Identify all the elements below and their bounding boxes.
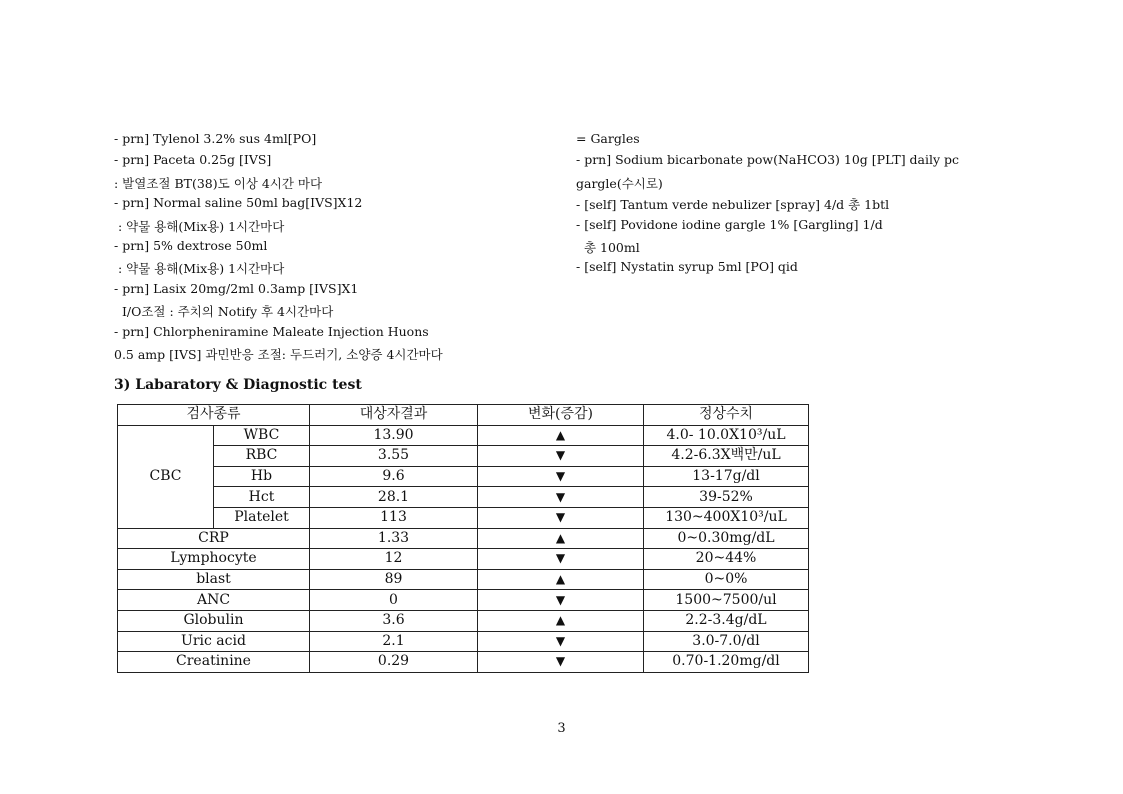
normal-range: 130~400X10³/uL bbox=[644, 507, 809, 528]
test-name: RBC bbox=[214, 446, 310, 467]
change-arrow-icon: ▲ bbox=[478, 528, 644, 549]
header-change: 변화(증감) bbox=[478, 405, 644, 426]
medication-line: : 약물 용해(Mix용) 1시간마다 bbox=[114, 218, 285, 234]
test-result: 3.6 bbox=[310, 610, 478, 631]
test-result: 0.29 bbox=[310, 652, 478, 673]
section-title: 3) Labaratory & Diagnostic test bbox=[114, 377, 362, 393]
cbc-group-label: CBC bbox=[118, 425, 214, 528]
medication-line: I/O조절 : 주치의 Notify 후 4시간마다 bbox=[114, 304, 334, 320]
test-name: Lymphocyte bbox=[118, 549, 310, 570]
table-row bbox=[118, 487, 809, 508]
gargle-line: - [self] Povidone iodine gargle 1% [Gargling] 1/d bbox=[576, 216, 883, 232]
header-normal-range: 정상수치 bbox=[644, 405, 809, 426]
test-name: blast bbox=[118, 569, 310, 590]
test-result: 0 bbox=[310, 590, 478, 611]
test-name: Creatinine bbox=[118, 652, 310, 673]
lab-results-table bbox=[117, 404, 809, 673]
medication-line: - prn] Paceta 0.25g [IVS] bbox=[114, 152, 272, 168]
medication-line: - prn] Lasix 20mg/2ml 0.3amp [IVS]X1 bbox=[114, 280, 359, 296]
change-arrow-icon: ▲ bbox=[478, 569, 644, 590]
table-row bbox=[118, 590, 809, 611]
normal-range: 0.70-1.20mg/dl bbox=[644, 652, 809, 673]
table-row bbox=[118, 425, 809, 446]
normal-range: 20~44% bbox=[644, 549, 809, 570]
change-arrow-icon: ▼ bbox=[478, 652, 644, 673]
test-name: CRP bbox=[118, 528, 310, 549]
header-patient-result: 대상자결과 bbox=[310, 405, 478, 426]
table-row bbox=[118, 549, 809, 570]
normal-range: 39-52% bbox=[644, 487, 809, 508]
change-arrow-icon: ▼ bbox=[478, 549, 644, 570]
gargle-line: 총 100ml bbox=[576, 240, 640, 255]
test-name: Uric acid bbox=[118, 631, 310, 652]
test-name: Globulin bbox=[118, 610, 310, 631]
normal-range: 2.2-3.4g/dL bbox=[644, 610, 809, 631]
test-result: 2.1 bbox=[310, 631, 478, 652]
gargle-line: = Gargles bbox=[576, 131, 640, 146]
gargle-line: - [self] Tantum verde nebulizer [spray] 4/d 총 1btl bbox=[576, 197, 890, 213]
change-arrow-icon: ▼ bbox=[478, 487, 644, 508]
normal-range: 0~0% bbox=[644, 569, 809, 590]
test-result: 3.55 bbox=[310, 446, 478, 467]
medication-line: : 약물 용해(Mix용) 1시간마다 bbox=[114, 261, 285, 277]
gargle-line: - prn] Sodium bicarbonate pow(NaHCO3) 10g [PLT] daily pc bbox=[576, 152, 960, 168]
medication-line: - prn] Normal saline 50ml bag[IVS]X12 bbox=[114, 195, 363, 211]
test-name: WBC bbox=[214, 425, 310, 446]
table-row bbox=[118, 528, 809, 549]
medication-line: : 발열조절 BT(38)도 이상 4시간 마다 bbox=[114, 175, 323, 191]
page-number: 3 bbox=[557, 721, 566, 736]
change-arrow-icon: ▲ bbox=[478, 425, 644, 446]
header-test-type: 검사종류 bbox=[118, 405, 310, 426]
test-result: 13.90 bbox=[310, 425, 478, 446]
change-arrow-icon: ▼ bbox=[478, 631, 644, 652]
change-arrow-icon: ▲ bbox=[478, 610, 644, 631]
medication-line: - prn] Tylenol 3.2% sus 4ml[PO] bbox=[114, 131, 317, 146]
test-result: 28.1 bbox=[310, 487, 478, 508]
normal-range: 1500~7500/ul bbox=[644, 590, 809, 611]
table-row bbox=[118, 446, 809, 467]
table-row bbox=[118, 466, 809, 487]
table-row bbox=[118, 569, 809, 590]
test-name: Platelet bbox=[214, 507, 310, 528]
normal-range: 4.2-6.3X백만/uL bbox=[644, 446, 809, 467]
change-arrow-icon: ▼ bbox=[478, 466, 644, 487]
table-row bbox=[118, 507, 809, 528]
medication-line: - prn] 5% dextrose 50ml bbox=[114, 238, 268, 253]
test-name: Hct bbox=[214, 487, 310, 508]
test-name: ANC bbox=[118, 590, 310, 611]
table-row bbox=[118, 652, 809, 673]
normal-range: 13-17g/dl bbox=[644, 466, 809, 487]
change-arrow-icon: ▼ bbox=[478, 507, 644, 528]
table-row bbox=[118, 631, 809, 652]
normal-range: 3.0-7.0/dl bbox=[644, 631, 809, 652]
test-result: 12 bbox=[310, 549, 478, 570]
gargle-line: - [self] Nystatin syrup 5ml [PO] qid bbox=[576, 259, 798, 275]
table-row bbox=[118, 610, 809, 631]
change-arrow-icon: ▼ bbox=[478, 590, 644, 611]
table-header-row bbox=[118, 405, 809, 426]
test-result: 113 bbox=[310, 507, 478, 528]
test-name: Hb bbox=[214, 466, 310, 487]
test-result: 9.6 bbox=[310, 466, 478, 487]
gargle-line: gargle(수시로) bbox=[576, 175, 663, 191]
test-result: 89 bbox=[310, 569, 478, 590]
medication-line: 0.5 amp [IVS] 과민반응 조절: 두드러기, 소양증 4시간마다 bbox=[114, 347, 443, 362]
normal-range: 4.0- 10.0X10³/uL bbox=[644, 425, 809, 446]
normal-range: 0~0.30mg/dL bbox=[644, 528, 809, 549]
change-arrow-icon: ▼ bbox=[478, 446, 644, 467]
test-result: 1.33 bbox=[310, 528, 478, 549]
medication-line: - prn] Chlorpheniramine Maleate Injection Huons bbox=[114, 323, 429, 339]
